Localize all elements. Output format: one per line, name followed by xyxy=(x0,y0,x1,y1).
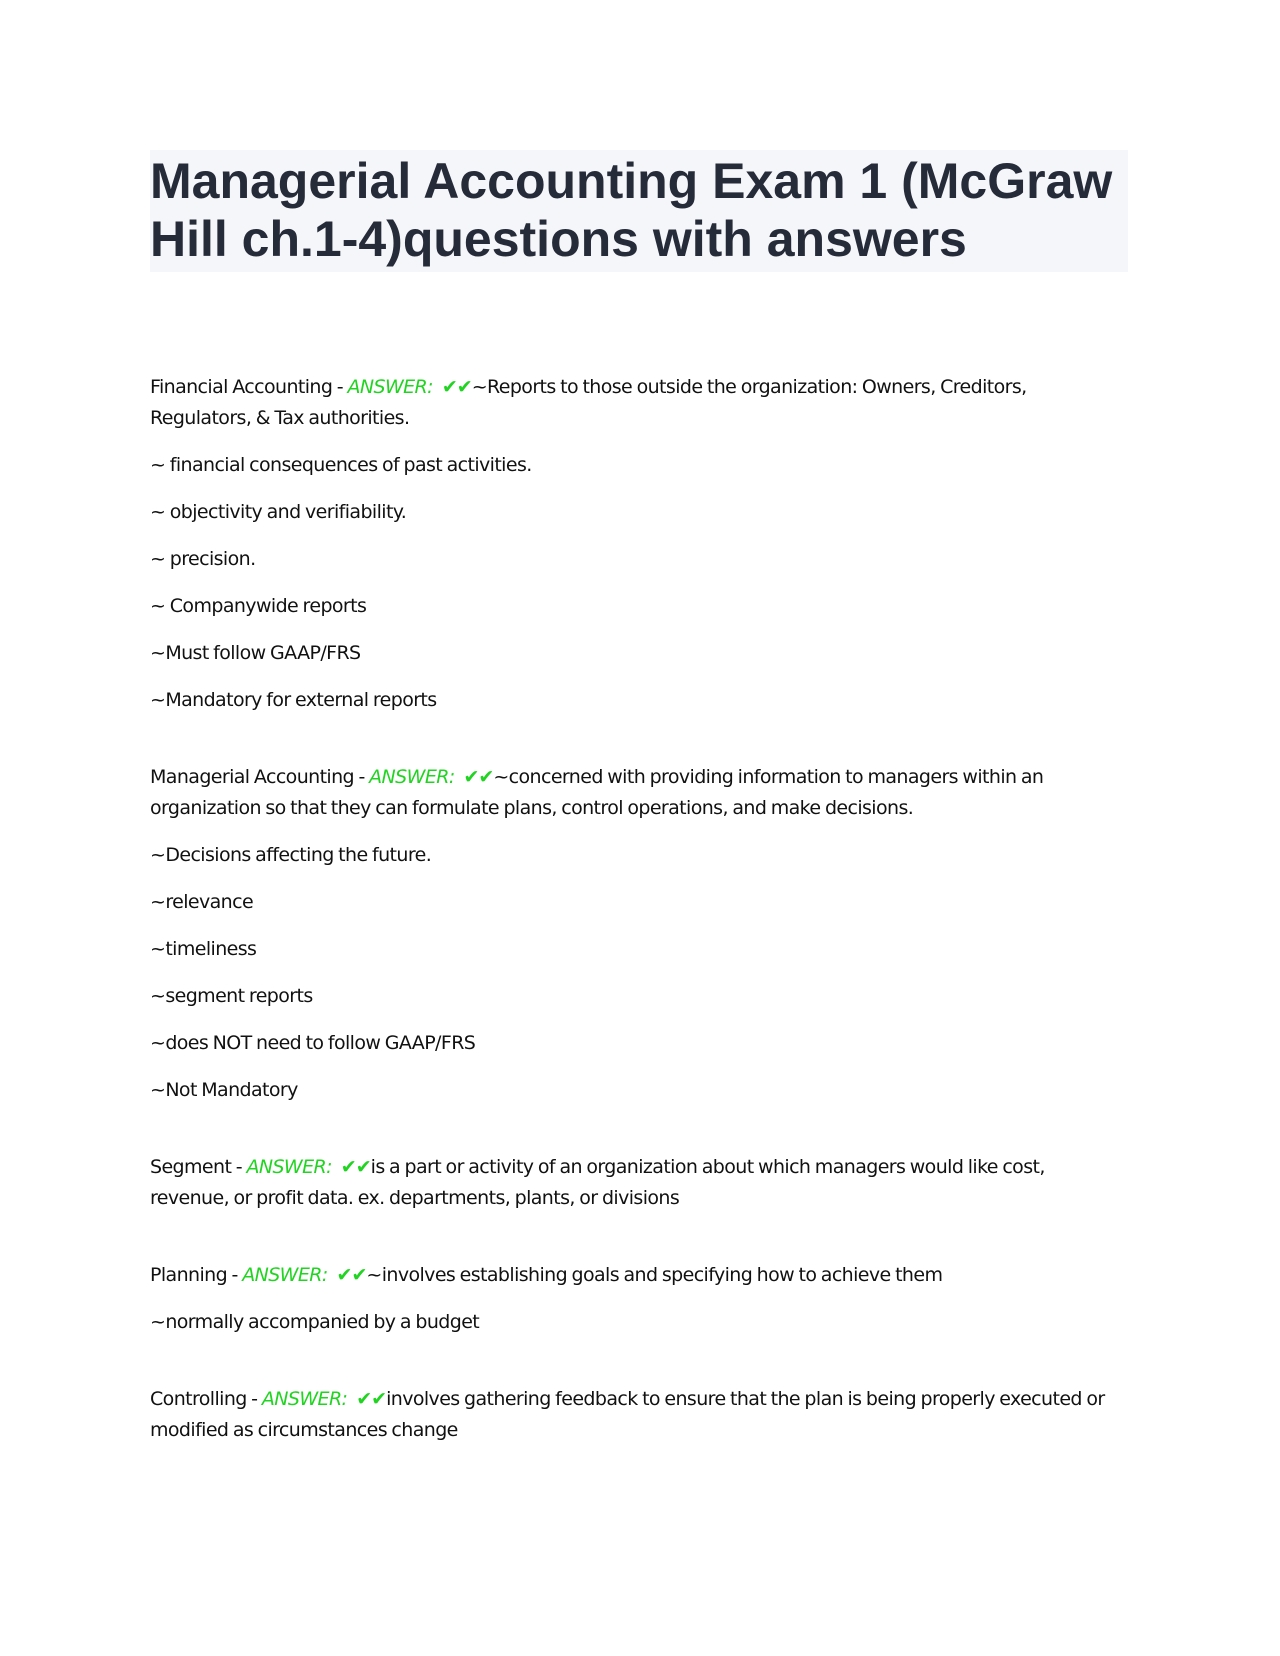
qa-question xyxy=(150,372,1128,434)
answer-text: involves gathering feedback to ensure that the plan is being properly executed or modified as circumstances change xyxy=(150,1388,1105,1441)
answer-line: ~segment reports xyxy=(150,985,313,1007)
answer-line: ~Mandatory for external reports xyxy=(150,689,437,711)
check-icon: ✔✔ xyxy=(356,1388,387,1410)
answer-text: ~Reports to those outside the organization: Owners, Creditors, Regulators, & Tax authorities. xyxy=(150,376,1027,429)
answer-line: ~ objectivity and verifiability. xyxy=(150,501,407,523)
answer-line: ~relevance xyxy=(150,891,254,913)
check-icon: ✔✔ xyxy=(340,1156,371,1178)
qa-entry-controlling xyxy=(150,1384,1128,1446)
qa-question xyxy=(150,1152,1128,1214)
qa-question xyxy=(150,1384,1128,1446)
answer-label: ANSWER: xyxy=(261,1388,348,1410)
answer-text: is a part or activity of an organization about which managers would like cost, revenue, or profit data. ex. departments, plants, or divisions xyxy=(150,1156,1045,1209)
answer-text: ~concerned with providing information to managers within an organization so that they can formulate plans, control operations, and make decisions. xyxy=(150,766,1044,819)
qa-question xyxy=(150,762,1128,824)
qa-question xyxy=(150,1260,1128,1291)
title-box xyxy=(150,150,1128,272)
term: Segment - xyxy=(150,1156,247,1178)
answer-line: ~ Companywide reports xyxy=(150,595,367,617)
answer-line: ~ precision. xyxy=(150,548,256,570)
answer-label: ANSWER: xyxy=(369,766,455,788)
answer-line: ~Must follow GAAP/FRS xyxy=(150,642,361,664)
answer-text: ~involves establishing goals and specifying how to achieve them xyxy=(366,1264,943,1286)
answer-label: ANSWER: xyxy=(242,1264,328,1286)
answer-label: ANSWER: xyxy=(246,1156,332,1178)
qa-content xyxy=(150,372,1128,1446)
answer-line: ~timeliness xyxy=(150,938,257,960)
term: Controlling - xyxy=(150,1388,262,1410)
answer-label: ANSWER: xyxy=(347,376,433,398)
answer-line: ~ financial consequences of past activities. xyxy=(150,454,532,476)
page-title: Managerial Accounting Exam 1 (McGraw Hill ch.1-4)questions with answers xyxy=(150,153,1113,267)
qa-entry-segment xyxy=(150,1152,1128,1260)
answer-line: ~Decisions affecting the future. xyxy=(150,844,432,866)
check-icon: ✔✔ xyxy=(336,1264,367,1286)
qa-entry-planning xyxy=(150,1260,1128,1384)
check-icon: ✔✔ xyxy=(441,376,472,398)
qa-entry-financial-accounting xyxy=(150,372,1128,762)
check-icon: ✔✔ xyxy=(463,766,494,788)
term: Planning - xyxy=(150,1264,243,1286)
answer-line: ~does NOT need to follow GAAP/FRS xyxy=(150,1032,476,1054)
document-page xyxy=(150,150,1128,1462)
qa-entry-managerial-accounting xyxy=(150,762,1128,1152)
term: Managerial Accounting - xyxy=(150,766,370,788)
answer-line: ~Not Mandatory xyxy=(150,1079,298,1101)
answer-line: ~normally accompanied by a budget xyxy=(150,1311,480,1333)
term: Financial Accounting - xyxy=(150,376,348,398)
